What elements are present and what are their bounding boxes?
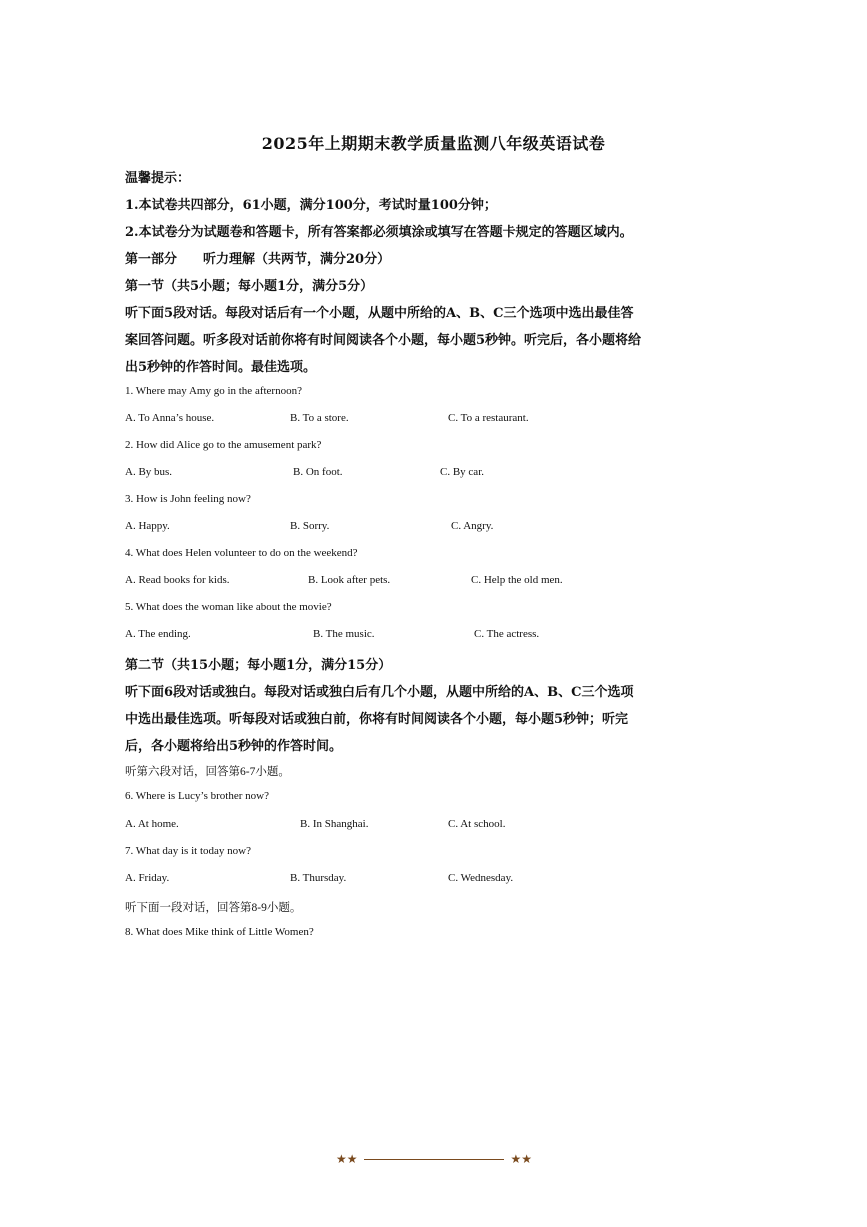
star-icon: ★★ — [336, 1152, 358, 1166]
footer-divider — [364, 1159, 504, 1160]
question-6: 6. Where is Lucy’s brother now? — [125, 790, 269, 802]
question-3: 3. How is John feeling now? — [125, 493, 251, 505]
q3-option-c: C. Angry. — [451, 520, 494, 532]
section2-instruction-1: 听下面6段对话或独白。每段对话或独白后有几个小题，从题中所给的A、B、C三个选项 — [125, 685, 634, 700]
question-4: 4. What does Helen volunteer to do on the weekend? — [125, 547, 358, 559]
q6-option-a: A. At home. — [125, 818, 179, 830]
q4-option-a: A. Read books for kids. — [125, 574, 230, 586]
question-5: 5. What does the woman like about the movie? — [125, 601, 332, 613]
section2-note-2: 听下面一段对话，回答第8-9小题。 — [125, 902, 302, 914]
section1-instruction-3: 出5秒钟的作答时间。最佳选项。 — [125, 360, 317, 375]
q6-option-b: B. In Shanghai. — [300, 818, 369, 830]
q4-option-c: C. Help the old men. — [471, 574, 563, 586]
q7-option-b: B. Thursday. — [290, 872, 347, 884]
q4-option-b: B. Look after pets. — [308, 574, 391, 586]
part1-heading: 第一部分 听力理解（共两节，满分20分） — [125, 252, 391, 267]
section2-note-1: 听第六段对话，回答第6-7小题。 — [125, 766, 290, 778]
section1-instruction-2: 案回答问题。听多段对话前你将有时间阅读各个小题，每小题5秒钟。听完后，各小题将给 — [125, 333, 642, 348]
q2-option-b: B. On foot. — [293, 466, 343, 478]
q1-option-b: B. To a store. — [290, 412, 349, 424]
tips-heading: 温馨提示： — [125, 171, 191, 186]
star-icon: ★★ — [510, 1152, 532, 1166]
section2-heading: 第二节（共15小题；每小题1分，满分15分） — [125, 658, 392, 673]
tips-item-2: 2.本试卷分为试题卷和答题卡，所有答案都必须填涂或填写在答题卡规定的答题区域内。 — [125, 225, 633, 240]
q2-option-a: A. By bus. — [125, 466, 173, 478]
question-2: 2. How did Alice go to the amusement park? — [125, 439, 322, 451]
q7-option-c: C. Wednesday. — [448, 872, 514, 884]
section1-instruction-1: 听下面5段对话。每段对话后有一个小题，从题中所给的A、B、C三个选项中选出最佳答 — [125, 306, 634, 321]
q5-option-c: C. The actress. — [474, 628, 540, 640]
q5-option-b: B. The music. — [313, 628, 375, 640]
q3-option-a: A. Happy. — [125, 520, 170, 532]
question-1: 1. Where may Amy go in the afternoon? — [125, 385, 302, 397]
q1-option-a: A. To Anna’s house. — [125, 412, 215, 424]
tips-item-1: 1.本试卷共四部分，61小题，满分100分，考试时量100分钟； — [125, 198, 497, 213]
q2-option-c: C. By car. — [440, 466, 484, 478]
section2-instruction-2: 中选出最佳选项。听每段对话或独白前，你将有时间阅读各个小题，每小题5秒钟；听完 — [125, 712, 629, 727]
footer-ornament — [336, 1152, 532, 1168]
q6-option-c: C. At school. — [448, 818, 506, 830]
q5-option-a: A. The ending. — [125, 628, 191, 640]
question-7: 7. What day is it today now? — [125, 845, 251, 857]
section2-instruction-3: 后，各小题将给出5秒钟的作答时间。 — [125, 739, 343, 754]
question-8: 8. What does Mike think of Little Women? — [125, 926, 314, 938]
q7-option-a: A. Friday. — [125, 872, 170, 884]
q3-option-b: B. Sorry. — [290, 520, 330, 532]
q1-option-c: C. To a restaurant. — [448, 412, 529, 424]
page-title: 2025年上期期末教学质量监测八年级英语试卷 — [261, 134, 606, 153]
section1-heading: 第一节（共5小题；每小题1分，满分5分） — [125, 279, 374, 294]
